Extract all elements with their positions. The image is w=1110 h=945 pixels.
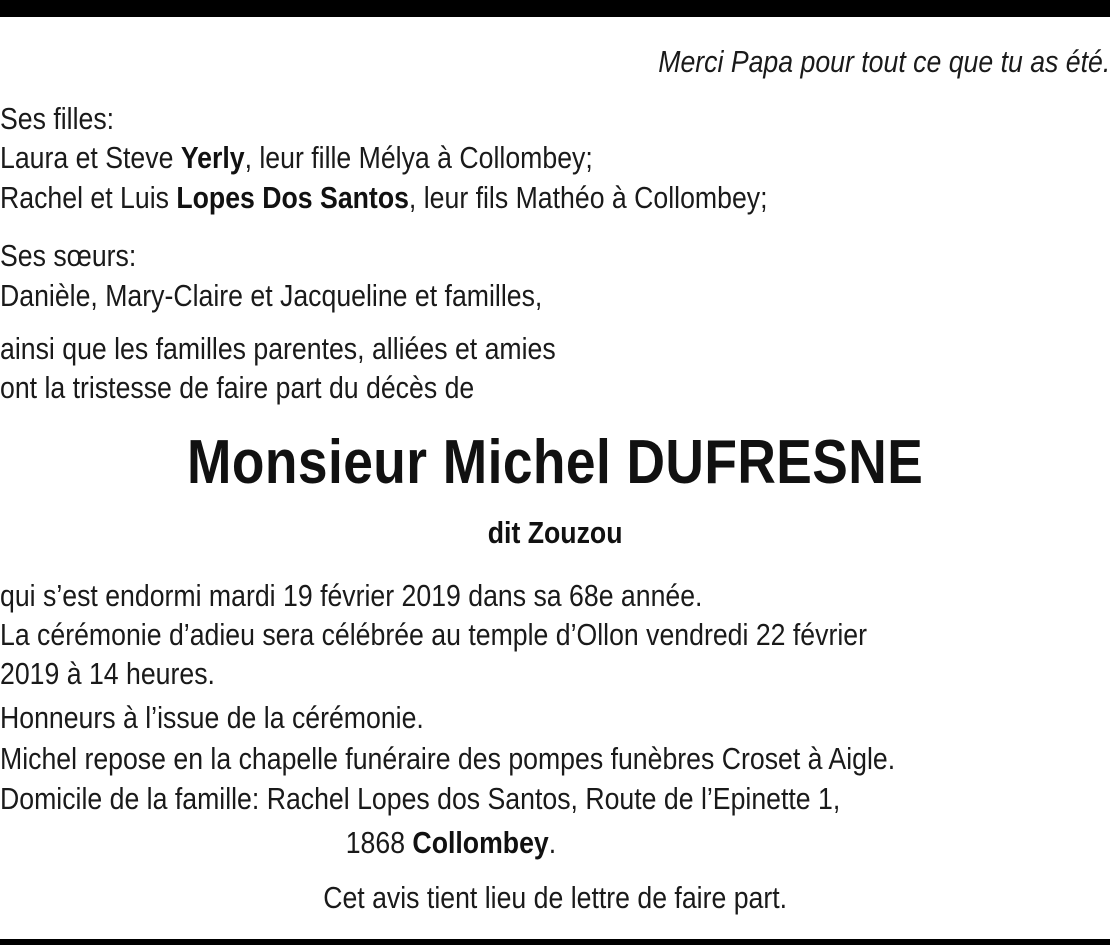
deceased-name: Monsieur Michel DUFRESNE — [187, 428, 924, 497]
intro-line-1: ainsi que les familles parentes, alliées et amies — [0, 331, 556, 366]
daughter-2-surname: Lopes Dos Santos — [176, 180, 409, 215]
daughter-line-1 — [0, 140, 593, 176]
dedication: Merci Papa pour tout ce que tu as été. — [658, 44, 1110, 79]
details-line-1: qui s’est endormi mardi 19 février 2019 dans sa 68e année. — [0, 578, 703, 613]
details-line-6: Domicile de la famille: Rachel Lopes dos Santos, Route de l’Epinette 1, — [0, 781, 841, 816]
bottom-border-rule — [0, 939, 1110, 945]
details-line-7 — [346, 825, 556, 861]
daughter-2-names: Rachel et Luis — [0, 180, 177, 215]
details-line-2: La cérémonie d’adieu sera célébrée au temple d’Ollon vendredi 22 février — [0, 617, 867, 652]
top-border-rule — [0, 0, 1110, 17]
town: Collombey — [412, 825, 549, 860]
postal-code: 1868 — [345, 825, 413, 860]
daughter-line-2 — [0, 180, 768, 216]
sisters-line: Danièle, Mary-Claire et Jacqueline et familles, — [0, 278, 543, 313]
sisters-heading: Ses sœurs: — [0, 238, 137, 273]
daughter-1-surname: Yerly — [180, 140, 245, 175]
details-line-4: Honneurs à l’issue de la cérémonie. — [0, 700, 424, 735]
daughter-2-family: , leur fils Mathéo à Collombey; — [408, 180, 768, 215]
address-end: . — [548, 825, 557, 860]
footer-note: Cet avis tient lieu de lettre de faire part. — [323, 880, 788, 915]
daughter-1-names: Laura et Steve — [0, 140, 181, 175]
details-line-5: Michel repose en la chapelle funéraire des pompes funèbres Croset à Aigle. — [0, 741, 896, 776]
daughter-1-family: , leur fille Mélya à Collombey; — [244, 140, 593, 175]
daughters-heading: Ses filles: — [0, 101, 115, 136]
intro-line-2: ont la tristesse de faire part du décès de — [0, 370, 475, 405]
details-line-3: 2019 à 14 heures. — [0, 656, 215, 691]
deceased-nickname: dit Zouzou — [487, 515, 623, 550]
